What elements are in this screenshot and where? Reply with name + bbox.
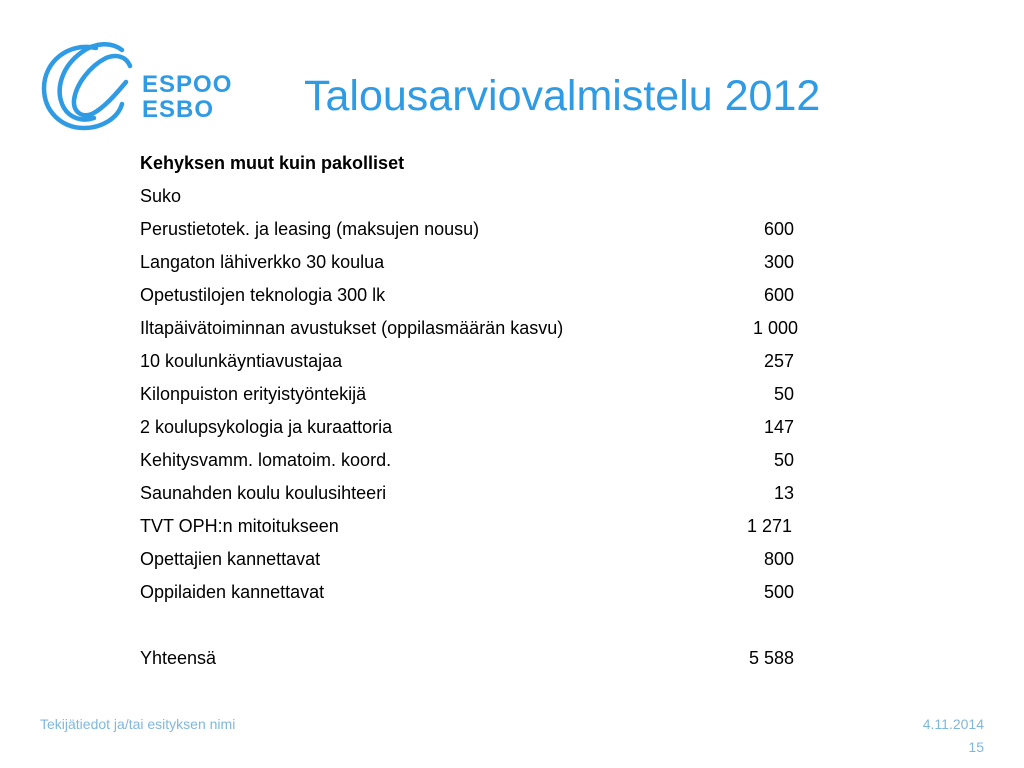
list-item — [140, 411, 840, 444]
list-item — [140, 444, 840, 477]
item-label: Opettajien kannettavat — [140, 549, 321, 569]
item-value: 257 — [763, 351, 794, 371]
list-item — [140, 345, 840, 378]
list-item — [140, 477, 840, 510]
item-label: Perustietotek. ja leasing (maksujen nousu) — [140, 219, 480, 239]
logo-line-esbo: ESBO — [142, 96, 215, 123]
item-label: 10 koulunkäyntiavustajaa — [140, 351, 343, 371]
espoo-logo — [38, 36, 233, 136]
item-label: Opetustilojen teknologia 300 lk — [140, 285, 386, 305]
list-item — [140, 378, 840, 411]
list-item — [140, 279, 840, 312]
item-label: Oppilaiden kannettavat — [140, 582, 325, 602]
total-label: Yhteensä — [140, 648, 217, 668]
logo-line-espoo: ESPOO — [142, 71, 233, 98]
item-value: 500 — [763, 582, 794, 602]
list-item — [140, 543, 840, 576]
total-value: 5 588 — [748, 648, 794, 668]
subheading: Suko — [140, 186, 182, 206]
spacer — [140, 609, 840, 642]
list-item — [140, 312, 840, 345]
item-label: Saunahden koulu koulusihteeri — [140, 483, 387, 503]
item-label: Iltapäivätoiminnan avustukset (oppilasmäärän kasvu) — [140, 318, 564, 338]
item-value: 300 — [763, 252, 794, 272]
item-label: Langaton lähiverkko 30 koulua — [140, 252, 385, 272]
logo-wordmark — [142, 72, 232, 122]
list-item — [140, 213, 840, 246]
item-label: TVT OPH:n mitoitukseen — [140, 516, 339, 536]
item-value: 13 — [773, 483, 794, 503]
item-label: 2 koulupsykologia ja kuraattoria — [140, 417, 393, 437]
section-heading: Kehyksen muut kuin pakolliset — [140, 153, 405, 173]
slide-title: Talousarviovalmistelu 2012 — [304, 72, 821, 120]
budget-list — [140, 147, 840, 675]
item-label: Kehitysvamm. lomatoim. koord. — [140, 450, 392, 470]
page-number: 15 — [968, 739, 984, 755]
espoo-swirl-icon — [38, 36, 138, 136]
item-value: 800 — [763, 549, 794, 569]
total-row — [140, 642, 840, 675]
list-item — [140, 510, 840, 543]
item-value: 1 271 — [746, 516, 792, 536]
footer-author: Tekijätiedot ja/tai esityksen nimi — [40, 716, 236, 732]
list-item — [140, 246, 840, 279]
list-item — [140, 576, 840, 609]
item-value: 50 — [773, 450, 794, 470]
item-value: 147 — [763, 417, 794, 437]
item-value: 600 — [763, 285, 794, 305]
item-label: Kilonpuiston erityistyöntekijä — [140, 384, 367, 404]
footer-date: 4.11.2014 — [922, 716, 984, 732]
item-value: 600 — [763, 219, 794, 239]
item-value: 1 000 — [752, 318, 798, 338]
item-value: 50 — [773, 384, 794, 404]
